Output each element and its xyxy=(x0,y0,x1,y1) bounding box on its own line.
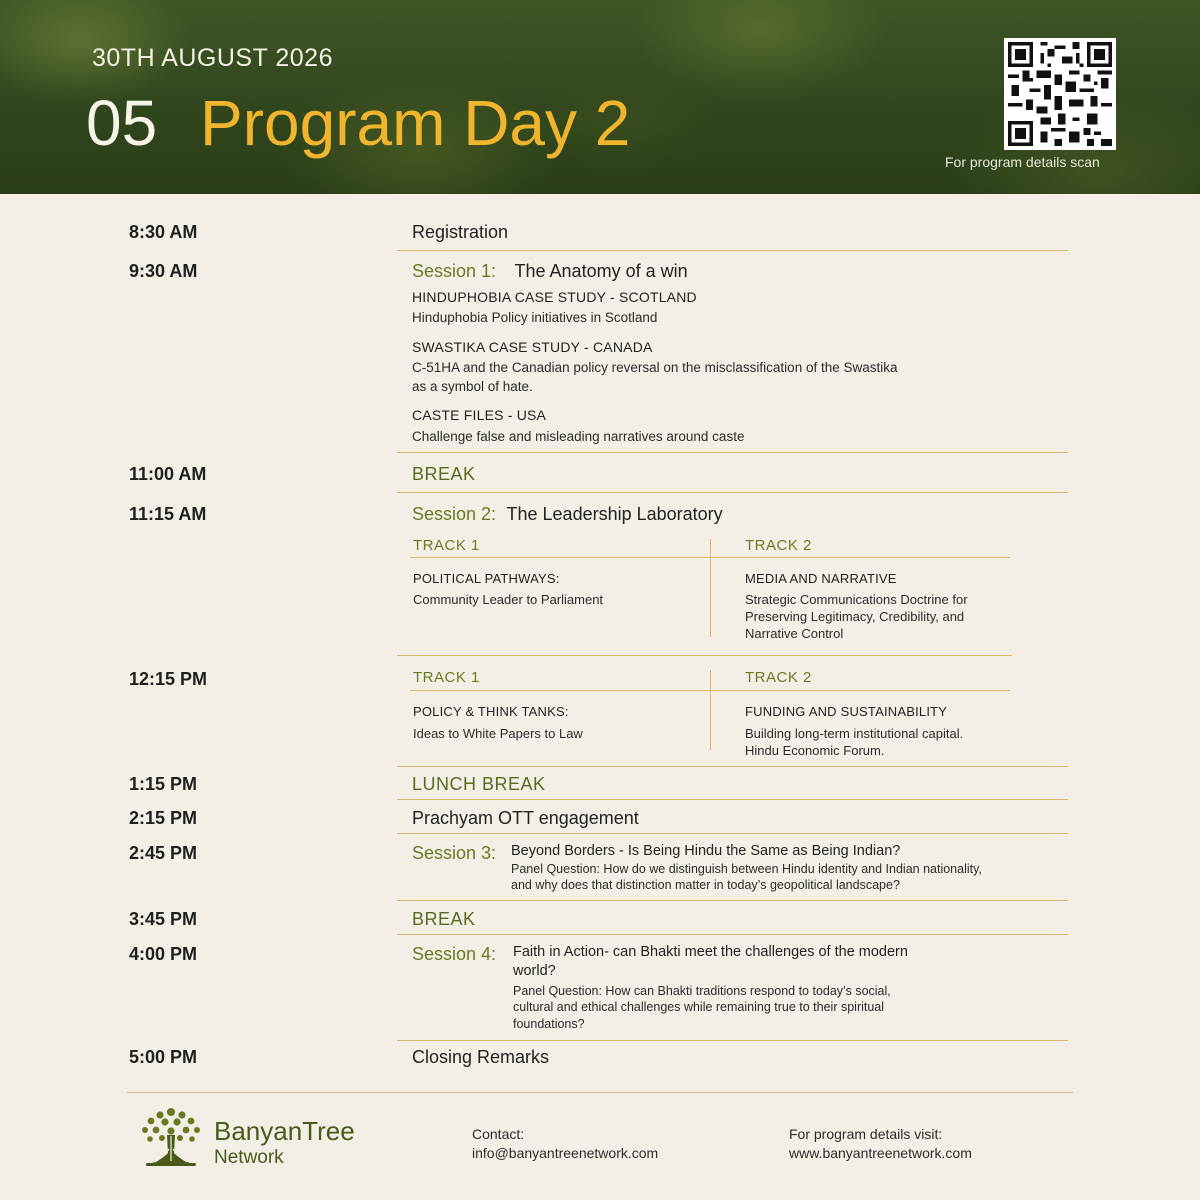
day-number: 05 xyxy=(86,87,158,159)
track-body: Ideas to White Papers to Law xyxy=(413,726,583,741)
row-divider xyxy=(397,799,1068,800)
row-divider xyxy=(397,250,1068,251)
session-label: Session 3: xyxy=(412,843,497,863)
closing-title: Closing Remarks xyxy=(412,1047,550,1067)
time-1115: 11:15 AM xyxy=(129,504,207,524)
time-0830: 8:30 AM xyxy=(129,222,198,242)
prachyam-title: Prachyam OTT engagement xyxy=(412,808,639,828)
time-0215: 2:15 PM xyxy=(129,808,198,828)
time-0245: 2:45 PM xyxy=(129,843,198,863)
break-label: BREAK xyxy=(412,464,476,484)
time-0345: 3:45 PM xyxy=(129,909,198,929)
track-body: Hindu Economic Forum. xyxy=(745,743,885,758)
session-2-heading xyxy=(412,504,723,525)
row-divider xyxy=(397,1040,1068,1041)
case-body: Hinduphobia Policy initiatives in Scotland xyxy=(412,310,658,325)
track-body: Narrative Control xyxy=(745,626,844,641)
track-heading: POLICY & THINK TANKS: xyxy=(413,704,569,719)
track-2-label: TRACK 2 xyxy=(745,669,812,686)
time-0930: 9:30 AM xyxy=(129,261,198,281)
page-title: Program Day 2 xyxy=(200,87,631,159)
header-banner xyxy=(0,0,1200,194)
track-separator xyxy=(710,539,711,637)
row-divider xyxy=(397,655,1012,656)
track-1-label: TRACK 1 xyxy=(413,537,480,554)
contact-email-link[interactable]: info@banyantreenetwork.com xyxy=(472,1145,659,1161)
row-divider xyxy=(397,934,1068,935)
banyan-tree-logo-icon xyxy=(138,1105,204,1171)
qr-code-icon[interactable] xyxy=(1004,38,1116,150)
case-body: C-51HA and the Canadian policy reversal on the misclassification of the Swastika xyxy=(412,360,898,375)
session-title: The Anatomy of a win xyxy=(514,261,688,281)
track-2-label: TRACK 2 xyxy=(745,537,812,554)
session-title: world? xyxy=(513,963,556,979)
track-heading: MEDIA AND NARRATIVE xyxy=(745,571,897,586)
session-label: Session 1: xyxy=(412,261,497,281)
time-1100: 11:00 AM xyxy=(129,464,207,484)
panel-question: Panel Question: How can Bhakti traditions respond to today’s social, xyxy=(513,984,891,998)
row-divider xyxy=(397,492,1068,493)
session-label: Session 4: xyxy=(412,944,497,964)
time-0115: 1:15 PM xyxy=(129,774,198,794)
time-0500: 5:00 PM xyxy=(129,1047,198,1067)
track-body: Community Leader to Parliament xyxy=(413,592,604,607)
session-title: Faith in Action- can Bhakti meet the challenges of the modern xyxy=(513,944,908,960)
panel-question: foundations? xyxy=(513,1017,585,1031)
row-divider xyxy=(397,452,1068,453)
case-heading: CASTE FILES - USA xyxy=(412,407,547,423)
panel-question: Panel Question: How do we distinguish between Hindu identity and Indian nationality, xyxy=(511,862,982,876)
case-heading: SWASTIKA CASE STUDY - CANADA xyxy=(412,339,653,355)
break-label: BREAK xyxy=(412,909,476,929)
visit-label: For program details visit: xyxy=(789,1126,943,1142)
lunch-break-label: LUNCH BREAK xyxy=(412,774,546,794)
track-body: Strategic Communications Doctrine for xyxy=(745,592,968,607)
contact-label: Contact: xyxy=(472,1126,525,1142)
session-label: Session 2: xyxy=(412,504,497,524)
case-heading: HINDUPHOBIA CASE STUDY - SCOTLAND xyxy=(412,289,697,305)
time-1215: 12:15 PM xyxy=(129,669,208,689)
row-divider xyxy=(397,900,1068,901)
registration-title: Registration xyxy=(412,222,509,242)
session-title: Beyond Borders - Is Being Hindu the Same as Being Indian? xyxy=(511,843,901,859)
website-link[interactable]: www.banyantreenetwork.com xyxy=(789,1145,972,1161)
qr-caption: For program details scan xyxy=(945,154,1100,170)
track-heading: POLITICAL PATHWAYS: xyxy=(413,571,560,586)
brand-subname: Network xyxy=(214,1147,284,1168)
track-separator xyxy=(710,670,711,750)
row-divider xyxy=(397,833,1068,834)
session-1-heading xyxy=(412,261,688,282)
footer-divider xyxy=(127,1092,1073,1093)
row-divider xyxy=(397,766,1068,767)
panel-question: and why does that distinction matter in today’s geopolitical landscape? xyxy=(511,878,900,892)
track-heading: FUNDING AND SUSTAINABILITY xyxy=(745,704,948,719)
track-body: Preserving Legitimacy, Credibility, and xyxy=(745,609,965,624)
session-title: The Leadership Laboratory xyxy=(506,504,723,524)
case-body: Challenge false and misleading narratives around caste xyxy=(412,429,745,444)
time-0400: 4:00 PM xyxy=(129,944,198,964)
brand-name: BanyanTree xyxy=(214,1116,355,1146)
track-body: Building long-term institutional capital. xyxy=(745,726,964,741)
case-body: as a symbol of hate. xyxy=(412,379,533,394)
panel-question: cultural and ethical challenges while remaining true to their spiritual xyxy=(513,1000,885,1014)
track-1-label: TRACK 1 xyxy=(413,669,480,686)
event-date: 30TH AUGUST 2026 xyxy=(92,44,333,72)
